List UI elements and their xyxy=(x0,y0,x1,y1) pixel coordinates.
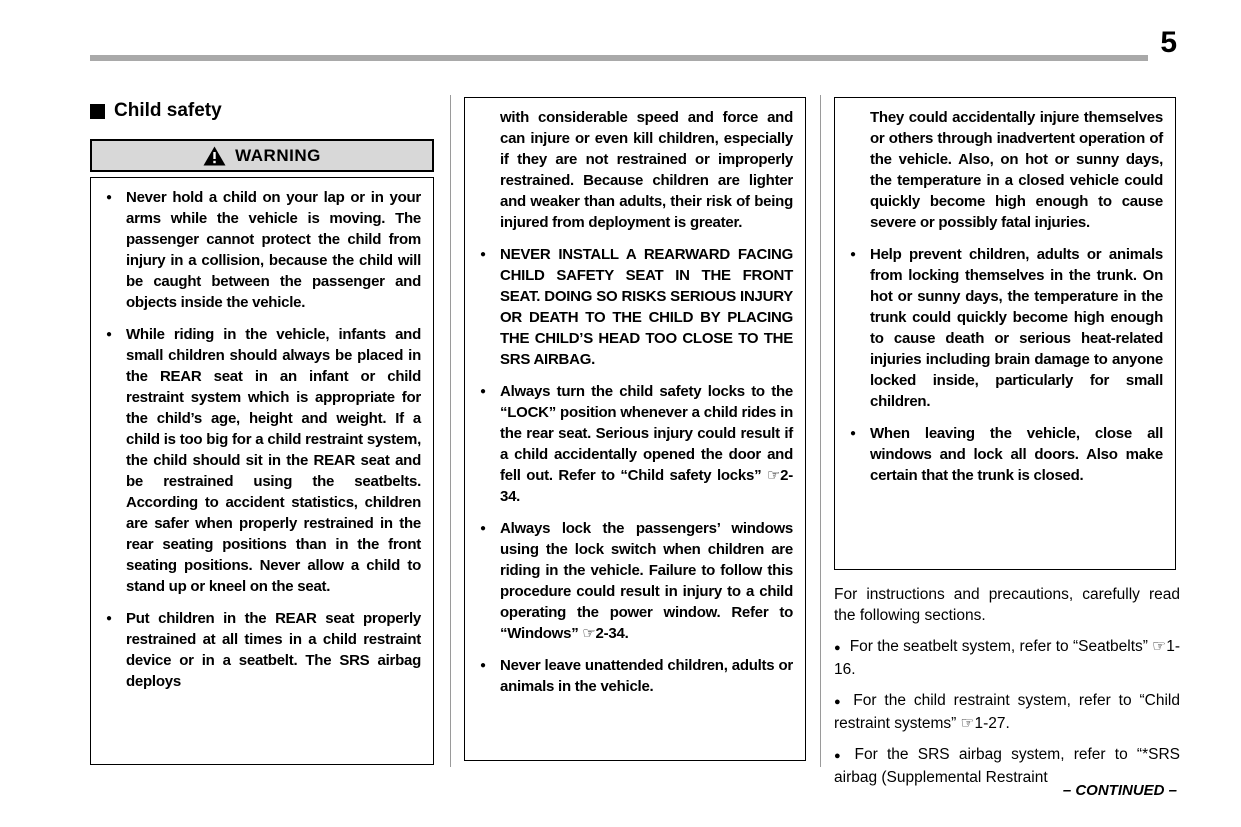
warning-bullet-item xyxy=(847,244,1163,412)
bullet-icon: ● xyxy=(834,642,841,654)
reference-item xyxy=(834,636,1180,680)
warning-bullet-text: Never leave unattended children, adults or animals in the vehicle. xyxy=(500,657,793,695)
warning-bullet-item xyxy=(103,324,421,597)
section-heading xyxy=(90,100,434,122)
bullet-icon: ● xyxy=(850,249,856,260)
warning-bullet-text: Always lock the passengers’ windows using the lock switch when children are riding in the vehicle. Failure to follow this procedure could result in injury to a child operating the power window. Refer to “Windows” ☞2-34. xyxy=(500,520,793,642)
reference-text: For the SRS airbag system, refer to “*SRS airbag (Supplemental Restraint xyxy=(834,746,1180,786)
left-column xyxy=(90,100,434,765)
warning-box-col3 xyxy=(834,97,1176,570)
warning-bullet-item xyxy=(103,608,421,692)
continuation-paragraph: They could accidentally injure themselves or others through inadvertent operation of the vehicle. Also, on hot or sunny days, the temperature in a closed vehicle could quickly become high enough to cause severe or possibly fatal injuries. xyxy=(870,109,1163,231)
warning-bullet-text: Never hold a child on your lap or in your arms while the vehicle is moving. The passenger cannot protect the child from injury in a collision, because the child will be caught between the passenger and objects inside the vehicle. xyxy=(126,189,421,311)
bullet-icon: ● xyxy=(106,613,112,624)
warning-bullet-text: Put children in the REAR seat properly restrained at all times in a child restraint device or in a seatbelt. The SRS airbag deploys xyxy=(126,610,421,690)
reference-item xyxy=(834,690,1180,734)
continued-label: – CONTINUED – xyxy=(1062,782,1177,799)
warning-bullet-item xyxy=(477,518,793,644)
warning-box-col2 xyxy=(464,97,806,761)
warning-bullet-text: When leaving the vehicle, close all windows and lock all doors. Also make certain that the trunk is closed. xyxy=(870,425,1163,484)
warning-box-col1 xyxy=(90,177,434,765)
warning-bullet-item xyxy=(477,244,793,370)
column-divider-left xyxy=(450,95,451,767)
reference-text: For the seatbelt system, refer to “Seatbelts” ☞1-16. xyxy=(834,638,1180,678)
continuation-paragraph: with considerable speed and force and can injure or even kill children, especially if they are not restrained or improperly restrained. Because children are lighter and weaker than adults, their risk of being injured from deployment is greater. xyxy=(500,109,793,231)
warning-bullet-item xyxy=(847,423,1163,486)
warning-bullet-item xyxy=(477,655,793,697)
references-intro: For instructions and precautions, carefully read the following sections. xyxy=(834,586,1180,624)
column-divider-right xyxy=(820,95,821,767)
bullet-icon: ● xyxy=(850,428,856,439)
bullet-icon: ● xyxy=(480,386,486,397)
warning-triangle-icon xyxy=(203,146,226,166)
bullet-icon: ● xyxy=(480,660,486,671)
warning-header xyxy=(90,139,434,172)
page-number: 5 xyxy=(1160,26,1177,59)
warning-bullet-item xyxy=(103,187,421,313)
warning-bullet-text: Help prevent children, adults or animals from locking themselves in the trunk. On hot or sunny days, the temperature in the trunk could quickly become high enough to cause death or serious heat-related injuries including brain damage to anyone locked inside, particularly for small children. xyxy=(870,246,1163,410)
section-title: Child safety xyxy=(114,100,222,121)
warning-title: WARNING xyxy=(235,145,321,165)
warning-bullet-text: While riding in the vehicle, infants and small children should always be placed in the REAR seat in an infant or child restraint system which is appropriate for the child’s age, height and weight. If a child is too big for a child restraint system, the child should sit in the REAR seat and be restrained using the seatbelts. According to accident statistics, children are safer when properly restrained in the rear seating positions than in the front seating positions. Never allow a child to stand up or kneel on the seat. xyxy=(126,326,421,595)
references-section xyxy=(834,584,1180,798)
top-rule xyxy=(90,55,1148,61)
reference-text: For the child restraint system, refer to “Child restraint systems” ☞1-27. xyxy=(834,692,1180,732)
bullet-icon: ● xyxy=(834,696,845,708)
bullet-icon: ● xyxy=(834,750,846,762)
section-square-icon xyxy=(90,104,105,119)
warning-bullet-item xyxy=(477,381,793,507)
bullet-icon: ● xyxy=(106,329,112,340)
warning-bullet-text: Always turn the child safety locks to the “LOCK” position whenever a child rides in the rear seat. Serious injury could result if a child accidentally opened the door and fell out. Refer to “Child safety locks” ☞2-34. xyxy=(500,383,793,505)
bullet-icon: ● xyxy=(106,192,112,203)
bullet-icon: ● xyxy=(480,523,486,534)
warning-bullet-text: NEVER INSTALL A REARWARD FACING CHILD SAFETY SEAT IN THE FRONT SEAT. DOING SO RISKS SERIOUS INJURY OR DEATH TO THE CHILD BY PLACING THE CHILD’S HEAD TOO CLOSE TO THE SRS AIRBAG. xyxy=(500,246,793,368)
bullet-icon: ● xyxy=(480,249,486,260)
